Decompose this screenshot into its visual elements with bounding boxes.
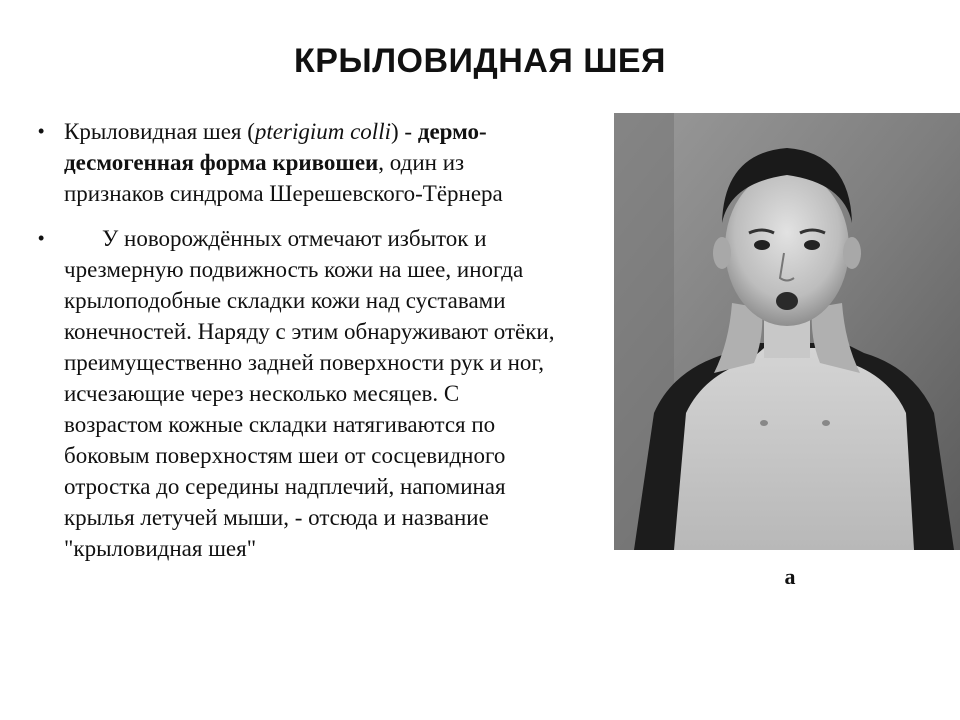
bullet-text-part: У новорождённых отмечают избыток и чрезмерную подвижность кожи на шее, иногда крылоподобные складки кожи над суставами конечностей. Наряду с этим обнаруживают отёки, преимущественно задней поверхности рук и ног, исчезающие через несколько месяцев. С возрастом кожные складки натягиваются по боковым поверхностям шеи от сосцевидного отростка до середины надплечий, напоминая крылья летучей мыши, - отсюда и название "крыловидная шея" — [64, 226, 555, 561]
bullet-marker: • — [38, 228, 45, 248]
bullet-text-part: ) - — [390, 119, 418, 144]
bold-term: дермо-десмогенная форма кривошеи — [64, 119, 487, 175]
latin-term: pterigium colli — [254, 119, 391, 144]
slide-title: КРЫЛОВИДНАЯ ШЕЯ — [293, 42, 666, 80]
bullet-item — [38, 223, 558, 564]
figure-caption: а — [784, 564, 796, 589]
patient-photo-image — [614, 113, 960, 550]
bullet-text-part: Крыловидная шея ( — [64, 119, 255, 144]
bullet-marker: • — [38, 121, 45, 141]
slide-body — [38, 116, 558, 578]
bullet-item — [38, 116, 558, 209]
bullet-text — [64, 116, 558, 209]
bullet-text-part: , один из признаков синдрома Шерешевского-Тёрнера — [64, 150, 503, 206]
bullet-text — [64, 223, 558, 564]
patient-photo — [614, 113, 960, 550]
